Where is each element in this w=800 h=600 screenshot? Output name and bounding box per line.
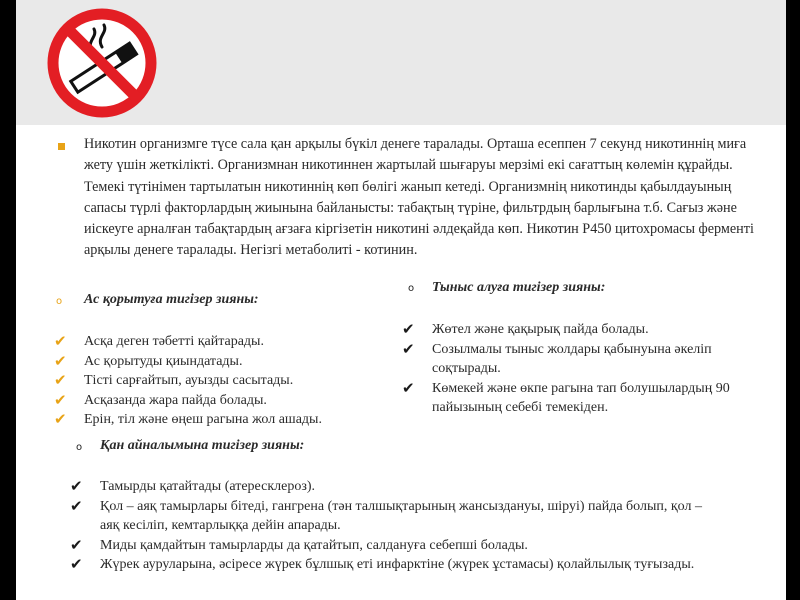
check-icon: ✔ [70, 477, 83, 495]
check-icon: ✔ [70, 535, 83, 554]
list-item: ✔ Жүрек ауруларына, әсіресе жүрек бұлшық еті инфарктіне (жүрек ұстамасы) қолайлылық туғызады. [70, 555, 695, 573]
list-item: ✔ Миды қамдайтын тамырларды да қатайтып, салдануға себепші болады. [70, 535, 528, 554]
list-item: ✔ Асқа деген тәбетті қайтарады. [54, 332, 264, 350]
circulation-list [70, 477, 710, 575]
list-item: ✔ Көмекей және өкпе рагына тап болушылардың 90 пайызының себебі темекіден. [402, 378, 730, 415]
list-item: ✔ Асқазанда жара пайда болады. [54, 390, 267, 409]
digestion-list [54, 332, 404, 430]
list-item: ✔ Ерін, тіл және өңеш рагына жол ашады. [54, 410, 322, 428]
check-icon: ✔ [54, 390, 67, 409]
circle-bullet-icon: o [408, 283, 415, 294]
list-item: ✔ Тамырды қатайтады (атересклероз). [70, 477, 316, 495]
no-smoking-icon [46, 7, 158, 119]
check-icon: ✔ [54, 351, 67, 370]
list-item: ✔ Созылмалы тыныс жолдары қабынуына әкеліп соқтырады. [402, 339, 712, 376]
list-item: ✔ Ас қорытуды қиындатады. [54, 351, 243, 370]
check-icon: ✔ [54, 332, 67, 350]
paragraph-bullet-icon [58, 143, 65, 150]
circulation-title: Қан айналымына тигізер зияны: [100, 438, 305, 453]
check-icon: ✔ [402, 339, 415, 358]
check-icon: ✔ [70, 555, 83, 573]
circle-bullet-icon: o [56, 296, 63, 307]
list-item: ✔ Тісті сарғайтып, ауызды сасытады. [54, 371, 294, 389]
slide [16, 0, 786, 600]
breathing-list [402, 320, 732, 418]
check-icon: ✔ [402, 378, 415, 397]
header-band [16, 0, 786, 125]
check-icon: ✔ [70, 496, 83, 515]
list-item: ✔ Жөтел және қақырық пайда болады. [402, 320, 649, 338]
check-icon: ✔ [54, 410, 67, 428]
list-item: ✔ Қол – аяқ тамырлары бітеді, гангрена (тән талшықтарының жансыздануы, шіруі) пайда болып, қол – аяқ кесіліп, кемтарлыққа дейін апарады. [70, 496, 702, 533]
digestion-title: Ас қорытуға тигізер зияны: [84, 292, 259, 307]
check-icon: ✔ [402, 320, 415, 338]
circle-bullet-icon: o [76, 442, 83, 453]
check-icon: ✔ [54, 371, 67, 389]
intro-paragraph: Никотин организмге түсе сала қан арқылы бүкіл денеге таралады. Орташа есеппен 7 секунд никотиннің миға жету үшін жеткілікті. Организмнан никотиннен жартылай шығаруы мерзімі екі сағаттың көлемін құрайды. Темекі түтінімен тартылатын никотиннің көп бөлігі жанып кетеді. Организмнің никотинды қабылдауының сапасы түрлі факторлардың жиынына байланысты: табақтың түріне, фильтрдың барлығына т.б. Сағыз және иіскеугe арналған табақтардың ағзаға кіргізетін никотині әлдеқайда көп. Никотин P450 цитохромасы ферменті арқылы денеге таралады. Негізгі метаболиті - котинин. [84, 136, 754, 259]
breathing-title: Тыныс алуға тигізер зияны: [432, 280, 606, 295]
